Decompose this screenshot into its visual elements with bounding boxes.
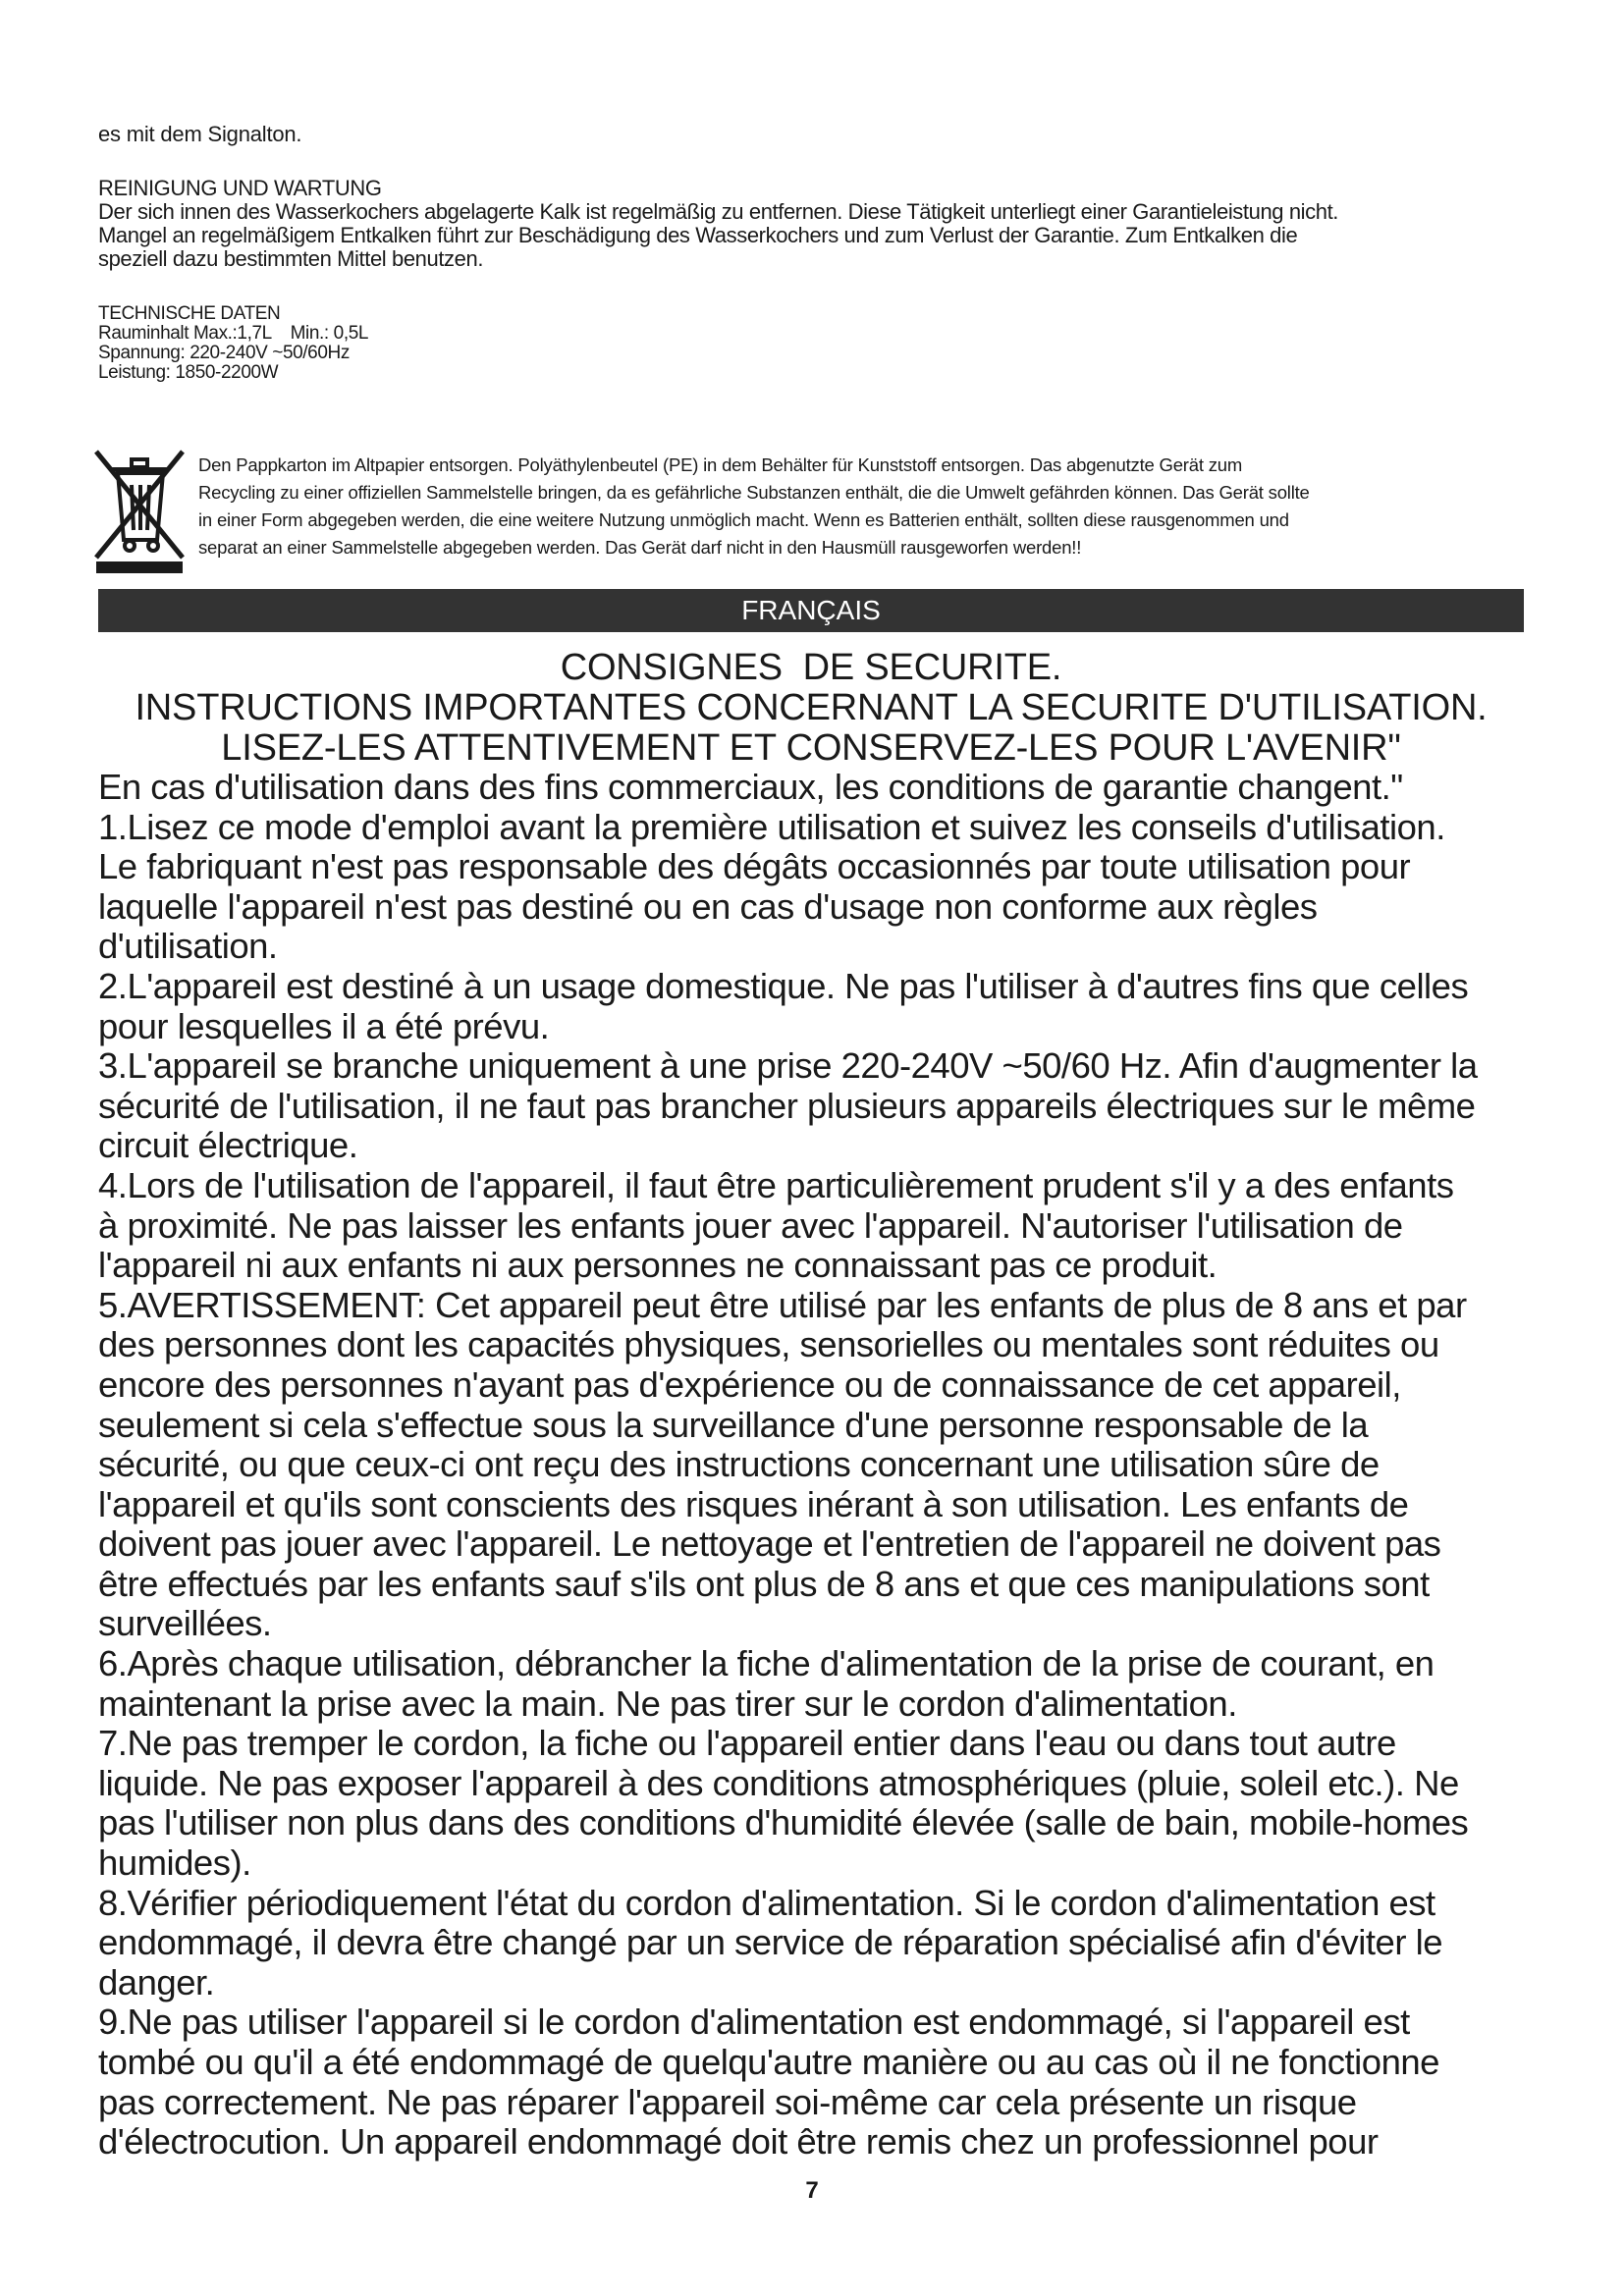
- safety-instruction-line: l'appareil et qu'ils sont conscients des risques inérant à son utilisation. Les enfants de: [98, 1483, 1409, 1524]
- language-bar: FRANÇAIS: [98, 589, 1524, 632]
- safety-instruction-line: surveillées.: [98, 1603, 272, 1644]
- safety-instruction-line: 2.L'appareil est destiné à un usage domestique. Ne pas l'utiliser à d'autres fins que celles: [98, 965, 1469, 1006]
- safety-instruction-line: pour lesquelles il a été prévu.: [98, 1005, 550, 1046]
- safety-instruction-line: d'utilisation.: [98, 926, 278, 967]
- crossed-out-wheelie-bin-icon: [90, 442, 189, 579]
- safety-instruction-line: pas l'utiliser non plus dans des conditions d'humidité élevée (salle de bain, mobile-homes: [98, 1802, 1469, 1843]
- safety-instruction-line: maintenant la prise avec la main. Ne pas tirer sur le cordon d'alimentation.: [98, 1682, 1237, 1724]
- tech-line: Leistung: 1850-2200W: [98, 362, 279, 383]
- reinigung-line: Mangel an regelmäßigem Entkalken führt zur Beschädigung des Wasserkochers und zum Verlust der Garantie. Zum Entkalken die: [98, 223, 1298, 247]
- safety-instruction-line: encore des personnes n'ayant pas d'expérience ou de connaissance de cet appareil,: [98, 1363, 1401, 1405]
- safety-instruction-line: En cas d'utilisation dans des fins commerciaux, les conditions de garantie changent.": [98, 767, 1403, 807]
- safety-instruction-line: humides).: [98, 1842, 251, 1884]
- safety-instruction-line: 5.AVERTISSEMENT: Cet appareil peut être utilisé par les enfants de plus de 8 ans et par: [98, 1284, 1467, 1325]
- safety-instruction-line: danger.: [98, 1961, 215, 2002]
- safety-instruction-line: des personnes dont les capacités physiques, sensorielles ou mentales sont réduites ou: [98, 1324, 1439, 1365]
- safety-instructions: [98, 768, 1551, 2163]
- safety-instruction-line: sécurité, ou que ceux-ci ont reçu des instructions concernant une utilisation sûre de: [98, 1444, 1380, 1485]
- safety-instruction-line: doivent pas jouer avec l'appareil. Le nettoyage et l'entretien de l'appareil ne doivent pas: [98, 1523, 1441, 1565]
- reinigung-line: speziell dazu bestimmten Mittel benutzen.: [98, 246, 484, 271]
- safety-instruction-line: l'appareil ni aux enfants ni aux personnes ne connaissant pas ce produit.: [98, 1245, 1218, 1286]
- page-number: 7: [805, 2177, 819, 2204]
- safety-instruction-line: 7.Ne pas tremper le cordon, la fiche ou l'appareil entier dans l'eau ou dans tout autre: [98, 1723, 1396, 1764]
- safety-instruction-line: endommagé, il devra être changé par un service de réparation spécialisé afin d'éviter le: [98, 1922, 1443, 1963]
- reinigung-section: [98, 177, 1551, 271]
- safety-instruction-line: pas correctement. Ne pas réparer l'appareil soi-même car cela présente un risque: [98, 2081, 1357, 2122]
- safety-title-line: CONSIGNES DE SECURITE.: [560, 647, 1062, 688]
- safety-title: [98, 648, 1524, 769]
- reinigung-line: Der sich innen des Wasserkochers abgelagerte Kalk ist regelmäßig zu entfernen. Diese Tätigkeit unterliegt einer Garantieleistung nicht.: [98, 199, 1339, 224]
- tech-data-section: [98, 304, 1551, 383]
- safety-title-line: INSTRUCTIONS IMPORTANTES CONCERNANT LA SECURITE D'UTILISATION.: [135, 687, 1488, 728]
- intro-line: es mit dem Signalton.: [98, 122, 302, 146]
- safety-instruction-line: 8.Vérifier périodiquement l'état du cordon d'alimentation. Si le cordon d'alimentation est: [98, 1882, 1435, 1923]
- disposal-line: in einer Form abgegeben werden, die eine weitere Nutzung unmöglich macht. Wenn es Batterien enthält, sollten diese rausgenommen und: [198, 509, 1289, 530]
- safety-instruction-line: à proximité. Ne pas laisser les enfants jouer avec l'appareil. N'autoriser l'utilisation de: [98, 1204, 1403, 1246]
- disposal-line: Den Pappkarton im Altpapier entsorgen. Polyäthylenbeutel (PE) in dem Behälter für Kunststoff entsorgen. Das abgenutzte Gerät zum: [198, 454, 1243, 475]
- safety-instruction-line: circuit électrique.: [98, 1125, 358, 1166]
- safety-instruction-line: 3.L'appareil se branche uniquement à une prise 220-240V ~50/60 Hz. Afin d'augmenter la: [98, 1045, 1478, 1087]
- disposal-line: Recycling zu einer offiziellen Sammelstelle bringen, da es gefährliche Substanzen enthält, die die Umwelt gefährden können. Das Gerät sollte: [198, 482, 1310, 503]
- safety-instruction-line: être effectués par les enfants sauf s'ils ont plus de 8 ans et que ces manipulations sont: [98, 1563, 1430, 1604]
- tech-heading: TECHNISCHE DATEN: [98, 303, 281, 324]
- safety-instruction-line: Le fabriquant n'est pas responsable des dégâts occasionnés par toute utilisation pour: [98, 846, 1411, 887]
- disposal-text: [198, 452, 1543, 561]
- safety-instruction-line: liquide. Ne pas exposer l'appareil à des conditions atmosphériques (pluie, soleil etc.). Ne: [98, 1762, 1459, 1803]
- safety-instruction-line: sécurité de l'utilisation, il ne faut pas brancher plusieurs appareils électriques sur le même: [98, 1085, 1476, 1126]
- safety-instruction-line: seulement si cela s'effectue sous la surveillance d'une personne responsable de la: [98, 1404, 1369, 1445]
- safety-title-line: LISEZ-LES ATTENTIVEMENT ET CONSERVEZ-LES POUR L'AVENIR": [221, 727, 1401, 769]
- reinigung-heading: REINIGUNG UND WARTUNG: [98, 176, 382, 200]
- disposal-notice: [90, 442, 1543, 579]
- safety-instruction-line: 9.Ne pas utiliser l'appareil si le cordon d'alimentation est endommagé, si l'appareil est: [98, 2002, 1410, 2043]
- safety-instruction-line: 4.Lors de l'utilisation de l'appareil, il faut être particulièrement prudent s'il y a des enfants: [98, 1164, 1454, 1205]
- safety-instruction-line: 1.Lisez ce mode d'emploi avant la première utilisation et suivez les conseils d'utilisation.: [98, 806, 1445, 847]
- safety-instruction-line: 6.Après chaque utilisation, débrancher la fiche d'alimentation de la prise de courant, en: [98, 1643, 1435, 1684]
- tech-line: Rauminhalt Max.:1,7L Min.: 0,5L: [98, 323, 369, 344]
- disposal-line: separat an einer Sammelstelle abgegeben werden. Das Gerät darf nicht in den Hausmüll rausgeworfen werden!!: [198, 537, 1082, 558]
- safety-instruction-line: laquelle l'appareil n'est pas destiné ou en cas d'usage non conforme aux règles: [98, 885, 1318, 927]
- safety-instruction-line: tombé ou qu'il a été endommagé de quelqu'autre manière ou au cas où il ne fonctionne: [98, 2042, 1439, 2082]
- safety-instruction-line: d'électrocution. Un appareil endommagé doit être remis chez un professionnel pour: [98, 2121, 1379, 2163]
- tech-line: Spannung: 220-240V ~50/60Hz: [98, 343, 350, 363]
